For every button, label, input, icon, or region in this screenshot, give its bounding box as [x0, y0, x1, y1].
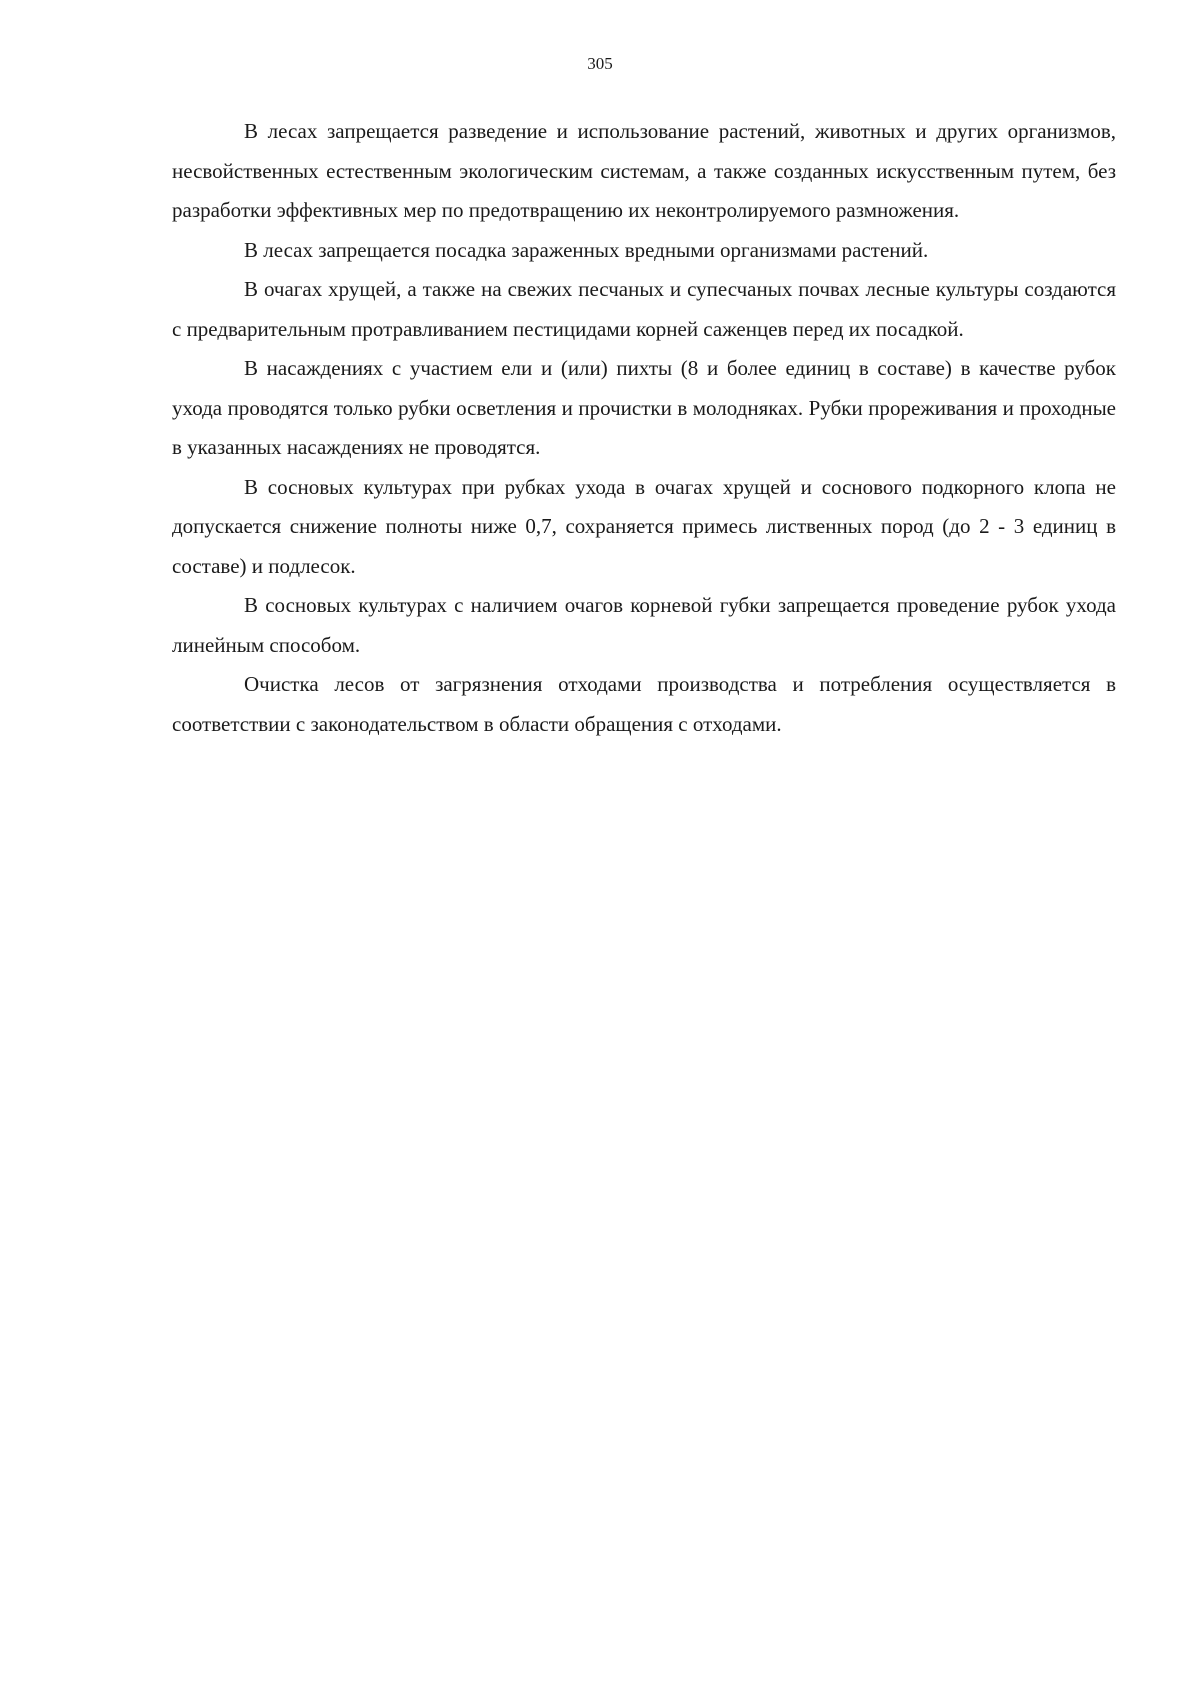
- page-number: 305: [587, 54, 613, 73]
- body-text: [172, 112, 1116, 744]
- paragraph: В очагах хрущей, а также на свежих песчаных и супесчаных почвах лесные культуры создаются с предварительным протравливанием пестицидами корней саженцев перед их посадкой.: [172, 277, 1116, 341]
- paragraph: В насаждениях с участием ели и (или) пихты (8 и более единиц в составе) в качестве рубок ухода проводятся только рубки осветления и прочистки в молодняках. Рубки прореживания и проходные в указанных насаждениях не проводятся.: [172, 356, 1116, 459]
- paragraph: В лесах запрещается посадка зараженных вредными организмами растений.: [244, 237, 929, 262]
- paragraph: В сосновых культурах с наличием очагов корневой губки запрещается проведение рубок ухода линейным способом.: [172, 593, 1116, 657]
- paragraph: В лесах запрещается разведение и использование растений, животных и других организмов, несвойственных естественным экологическим системам, а также созданных искусственным путем, без разработки эффективных мер по предотвращению их неконтролируемого размножения.: [172, 119, 1116, 222]
- paragraph: В сосновых культурах при рубках ухода в очагах хрущей и соснового подкорного клопа не допускается снижение полноты ниже 0,7, сохраняется примесь лиственных пород (до 2 - 3 единиц в составе) и подлесок.: [172, 474, 1116, 578]
- paragraph: Очистка лесов от загрязнения отходами производства и потребления осуществляется в соответствии с законодательством в области обращения с отходами.: [172, 672, 1116, 736]
